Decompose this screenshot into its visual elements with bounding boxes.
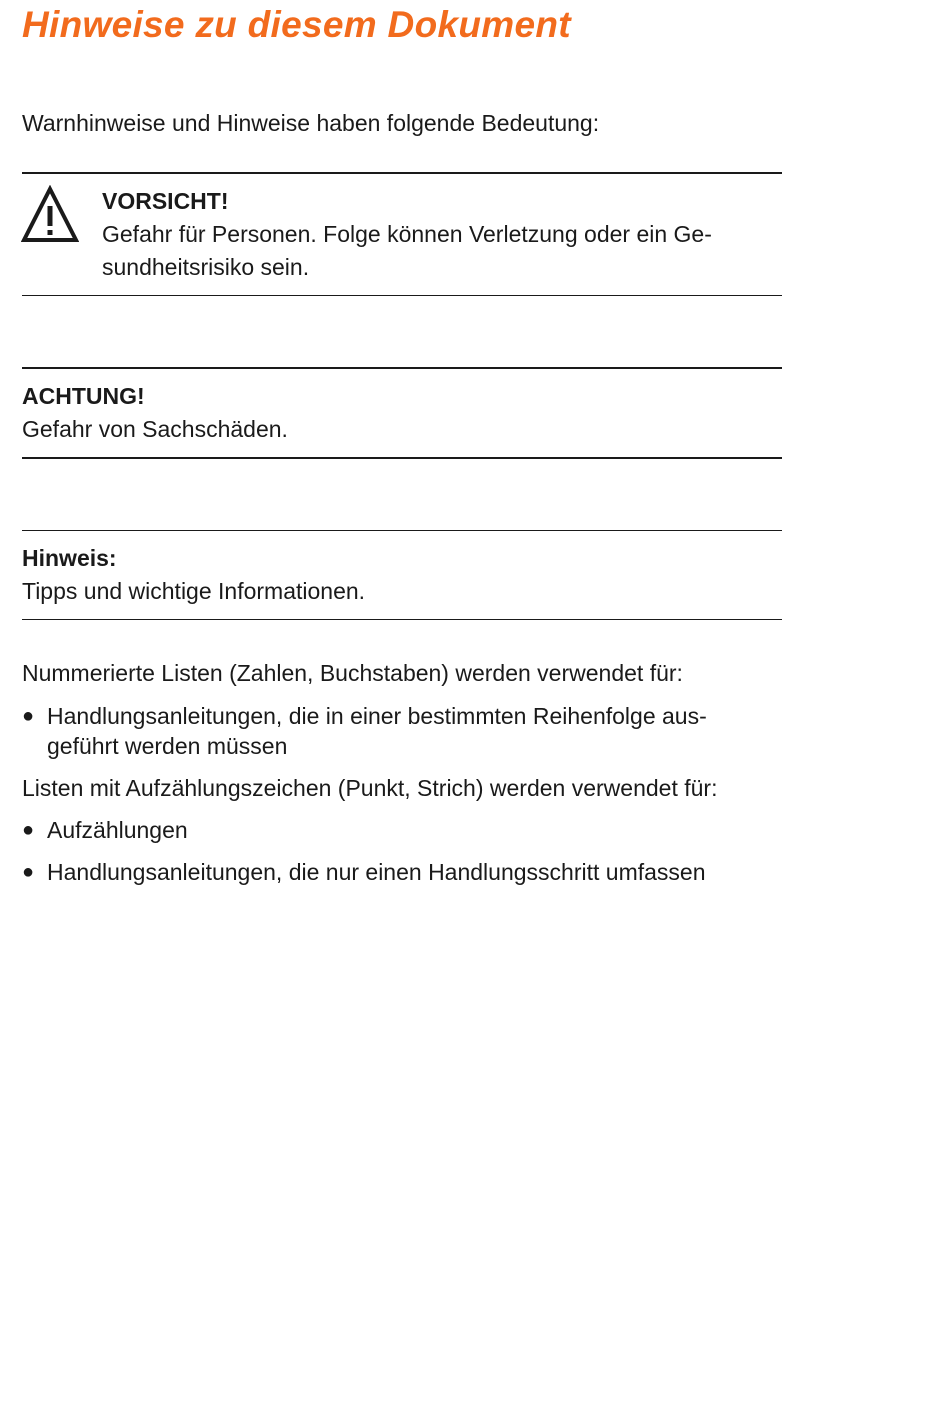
- list-item-text-line-2: geführt werden müssen: [47, 733, 288, 759]
- bullet-icon: ●: [22, 705, 35, 727]
- page-title: Hinweise zu diesem Dokument: [22, 4, 571, 45]
- list-item: [22, 857, 782, 887]
- achtung-text: Gefahr von Sachschäden.: [22, 416, 288, 442]
- vorsicht-text-line-1: Gefahr für Personen. Folge können Verletzung oder ein Ge-: [102, 221, 712, 247]
- achtung-notice: [22, 380, 288, 446]
- hinweis-bottom-rule: [22, 619, 782, 620]
- hinweis-text: Tipps und wichtige Informationen.: [22, 578, 366, 604]
- list-item-text: Handlungsanleitungen, die nur einen Handlungsschritt umfassen: [47, 859, 706, 885]
- hinweis-top-rule: [22, 530, 782, 531]
- vorsicht-text-line-2: sundheitsrisiko sein.: [102, 254, 310, 280]
- bullet-lists-lead: Listen mit Aufzählungszeichen (Punkt, Strich) werden verwendet für:: [22, 775, 718, 801]
- achtung-bottom-rule: [22, 457, 782, 459]
- vorsicht-heading: VORSICHT!: [102, 188, 229, 214]
- list-item: [22, 701, 782, 761]
- achtung-top-rule: [22, 367, 782, 369]
- vorsicht-bottom-rule: [22, 295, 782, 296]
- vorsicht-top-rule: [22, 172, 782, 174]
- warning-triangle-icon: [21, 185, 79, 243]
- numbered-lists-lead: Nummerierte Listen (Zahlen, Buchstaben) werden verwendet für:: [22, 660, 683, 686]
- intro-text: Warnhinweise und Hinweise haben folgende Bedeutung:: [22, 110, 600, 136]
- hinweis-heading: Hinweis:: [22, 545, 117, 571]
- vorsicht-notice: [102, 185, 712, 284]
- list-item-text-line-1: Handlungsanleitungen, die in einer bestimmten Reihenfolge aus-: [47, 703, 707, 729]
- list-item-text: Aufzählungen: [47, 817, 188, 843]
- bullet-icon: ●: [22, 819, 35, 841]
- hinweis-notice: [22, 542, 365, 608]
- achtung-heading: ACHTUNG!: [22, 383, 145, 409]
- bullet-icon: ●: [22, 861, 35, 883]
- list-item: [22, 815, 782, 845]
